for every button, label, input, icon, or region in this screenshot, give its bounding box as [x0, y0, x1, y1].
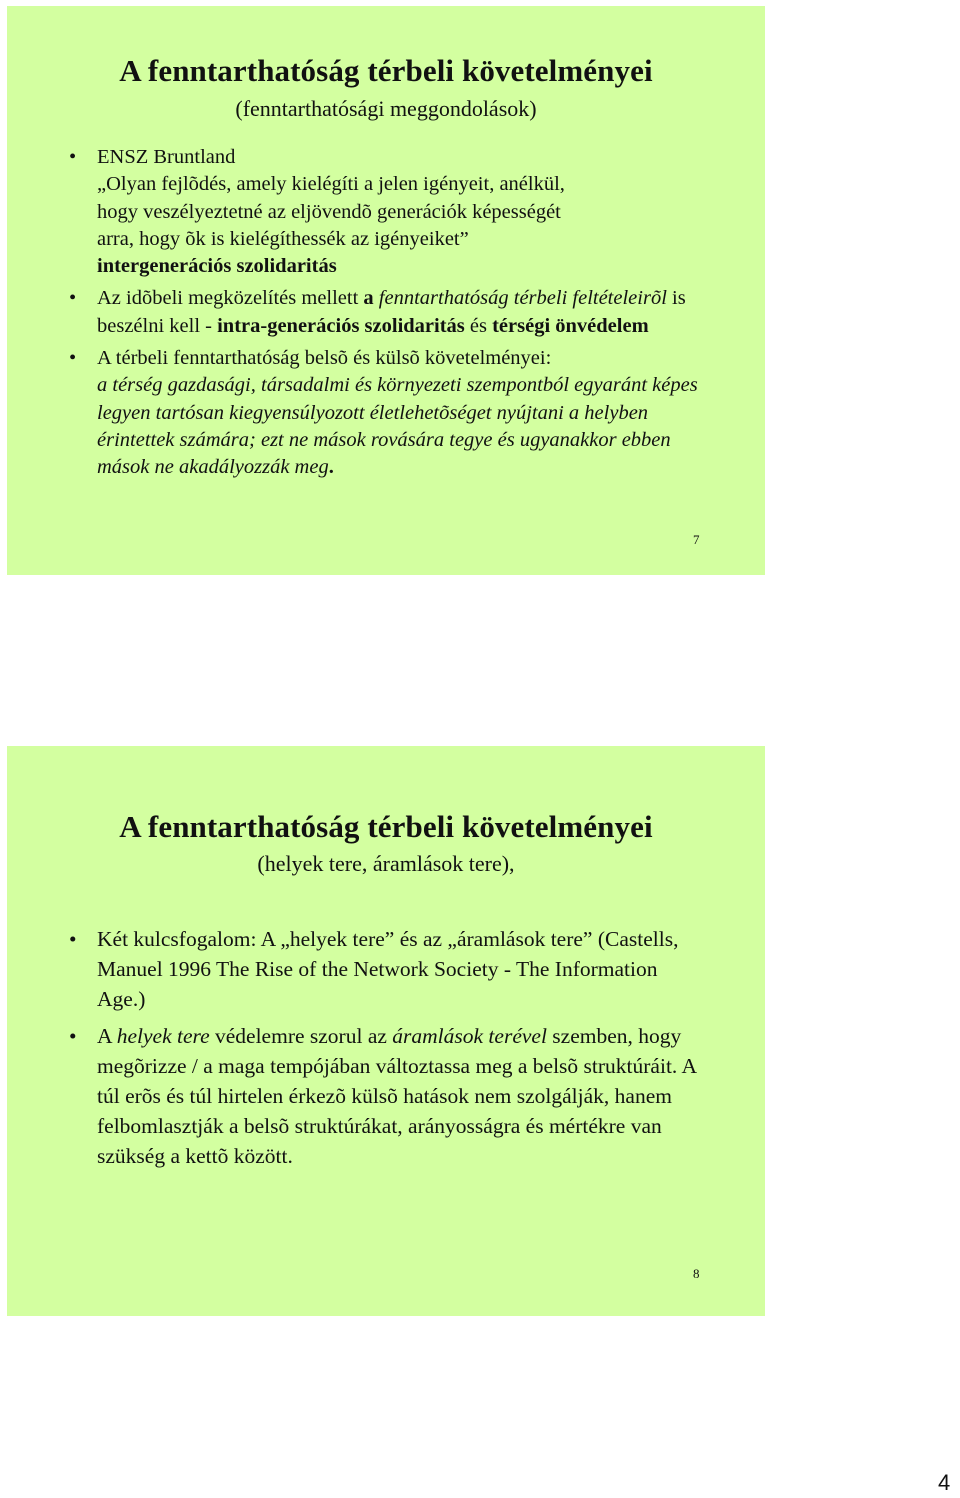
- bullet-text: arra, hogy õk is kielégíthessék az igényeiket”: [97, 227, 469, 250]
- bullet-text: „Olyan fejlõdés, amely kielégíti a jelen igényeit, anélkül,: [97, 173, 565, 196]
- bullet-bold-text: intra-generációs szolidaritás: [217, 314, 465, 337]
- bullet-item: [69, 144, 717, 280]
- bullet-text: hogy veszélyeztetné az eljövendõ generációk képességét: [97, 200, 561, 223]
- bullet-text: is beszélni kell -: [97, 287, 686, 337]
- bullet-bold-text: térségi önvédelem: [492, 314, 649, 337]
- bullet-list: [69, 924, 707, 1178]
- bullet-icon: •: [69, 347, 77, 370]
- page-number: 4: [938, 1470, 951, 1495]
- bullet-icon: •: [69, 146, 77, 168]
- bullet-text: és: [464, 314, 493, 337]
- slide-7: [7, 6, 765, 575]
- bullet-bold-text: a: [363, 287, 379, 310]
- bullet-text: A: [97, 1024, 117, 1048]
- bullet-bold-text: .: [328, 456, 334, 479]
- slide-title: A fenntarthatóság térbeli követelményei: [119, 53, 653, 88]
- bullet-text: Az idõbeli megközelítés mellett: [97, 287, 364, 310]
- bullet-italic-text: fenntarthatóság térbeli feltételeirõl: [378, 287, 667, 310]
- bullet-item: [69, 285, 717, 340]
- slide-8: [7, 746, 765, 1316]
- bullet-icon: •: [69, 927, 77, 951]
- bullet-bold-text: intergenerációs szolidaritás: [97, 255, 337, 278]
- bullet-text: A térbeli fenntarthatóság belsõ és külsõ követelményei:: [97, 347, 552, 370]
- bullet-italic-text: helyek tere: [116, 1024, 210, 1048]
- bullet-item: [69, 924, 707, 1014]
- slide-subtitle: (helyek tere, áramlások tere),: [257, 851, 515, 876]
- bullet-icon: •: [69, 1024, 77, 1048]
- bullet-text: védelemre szorul az: [209, 1024, 393, 1048]
- bullet-item: [69, 345, 717, 481]
- bullet-text: ENSZ Bruntland: [97, 146, 236, 168]
- slide-number: 8: [693, 1266, 700, 1281]
- bullet-text: szemben, hogy megõrizze / a maga tempójában változtassa meg a belsõ struktúráit. A túl erõs és túl hirtelen érkezõ külsõ hatások nem szolgálják, hanem felbomlasztják a belsõ struktúrákat, arányosságra és mértékre van szükség a kettõ között.: [97, 1024, 696, 1168]
- bullet-italic-text: a térség gazdasági, társadalmi és környezeti szempontból egyaránt képes legyen tartósan kiegyensúlyozott életlehetõséget nyújtani a helyben érintettek számára; ezt ne mások rovására tegye és ugyanakkor ebben mások ne akadályozzák meg: [97, 374, 698, 479]
- bullet-text: Két kulcsfogalom: A „helyek tere” és az „áramlások tere” (Castells, Manuel 1996 The Rise of the Network Society - The Information Age.): [97, 927, 679, 1011]
- slide-title: A fenntarthatóság térbeli követelményei: [119, 809, 653, 844]
- bullet-italic-text: áramlások terével: [392, 1024, 547, 1048]
- bullet-icon: •: [69, 287, 77, 310]
- slide-subtitle: (fenntarthatósági meggondolások): [235, 96, 537, 121]
- bullet-list: [69, 144, 717, 487]
- slide-number: 7: [693, 532, 700, 547]
- bullet-item: [69, 1021, 707, 1171]
